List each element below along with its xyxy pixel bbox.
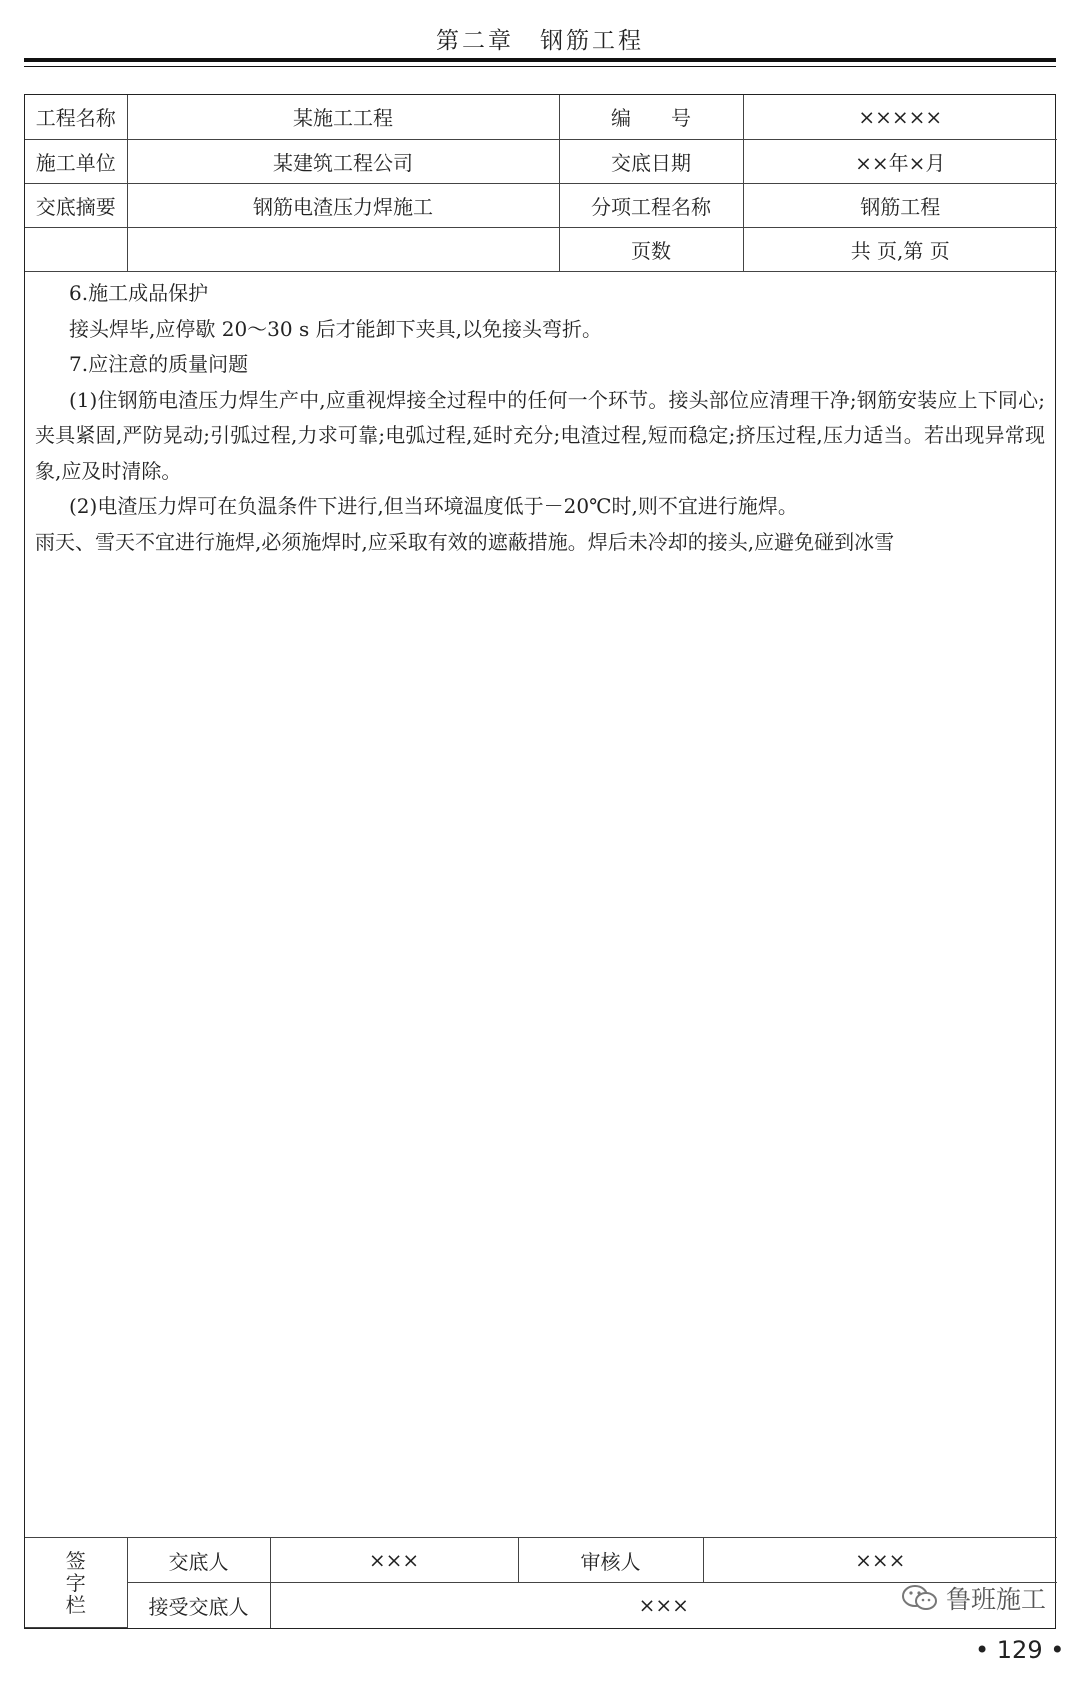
signature-heading-char: 栏 — [65, 1592, 86, 1617]
chapter-title: 第二章 钢筋工程 — [436, 28, 644, 54]
project-name-label: 工程名称 — [25, 95, 127, 139]
contractor-value: 某建筑工程公司 — [127, 139, 559, 183]
header-rule-thin — [24, 66, 1056, 67]
subitem-value: 钢筋工程 — [743, 183, 1057, 227]
empty-cell — [127, 227, 559, 271]
table-row — [25, 1538, 1057, 1583]
watermark — [900, 1580, 1046, 1616]
section-heading: 7.应注意的质量问题 — [69, 352, 249, 376]
signature-heading — [25, 1538, 127, 1628]
table-row — [25, 183, 1057, 227]
section-heading: 6.施工成品保护 — [69, 281, 209, 305]
reviewer-value: ××× — [703, 1538, 1057, 1583]
watermark-text: 鲁班施工 — [946, 1585, 1047, 1614]
table-row — [25, 95, 1057, 139]
project-name-value: 某施工工程 — [127, 95, 559, 139]
header-rule-thick — [24, 58, 1056, 62]
table-row — [25, 139, 1057, 183]
pages-label: 页数 — [559, 227, 743, 271]
discloser-label: 交底人 — [127, 1538, 270, 1583]
disclosure-form — [24, 94, 1056, 1629]
reviewer-label: 审核人 — [518, 1538, 703, 1583]
discloser-value: ××× — [270, 1538, 518, 1583]
subitem-label: 分项工程名称 — [559, 183, 743, 227]
number-value: ××××× — [743, 95, 1057, 139]
briefing-date-value: ××年×月 — [743, 139, 1057, 183]
summary-value: 钢筋电渣压力焊施工 — [127, 183, 559, 227]
disclosure-content — [25, 276, 1055, 560]
info-table — [25, 95, 1057, 272]
signature-heading-char: 签 — [65, 1548, 86, 1573]
recipient-value: ××× — [270, 1583, 1057, 1628]
wechat-icon — [900, 1583, 940, 1613]
page-number: • 129 • — [975, 1636, 1065, 1664]
signature-heading-char: 字 — [65, 1570, 86, 1595]
summary-label: 交底摘要 — [25, 183, 127, 227]
paragraph: 雨天、雪天不宜进行施焊,必须施焊时,应采取有效的遮蔽措施。焊后未冷却的接头,应避免碰到冰雪 — [35, 529, 895, 554]
empty-cell — [25, 227, 127, 271]
number-label: 编 号 — [559, 95, 743, 139]
contractor-label: 施工单位 — [25, 139, 127, 183]
paragraph: (1)住钢筋电渣压力焊生产中,应重视焊接全过程中的任何一个环节。接头部位应清理干净;钢筋安装应上下同心;夹具紧固,严防晃动;引弧过程,力求可靠;电弧过程,延时充分;电渣过程,短而稳定;挤压过程,压力适当。若出现异常现象,应及时清除。 — [35, 387, 1045, 483]
paragraph: 接头焊毕,应停歇 20～30 s 后才能卸下夹具,以免接头弯折。 — [69, 316, 602, 341]
briefing-date-label: 交底日期 — [559, 139, 743, 183]
recipient-label: 接受交底人 — [127, 1583, 270, 1628]
table-row — [25, 227, 1057, 271]
paragraph: (2)电渣压力焊可在负温条件下进行,但当环境温度低于－20℃时,则不宜进行施焊。 — [69, 494, 798, 518]
pages-value: 共 页,第 页 — [743, 227, 1057, 271]
